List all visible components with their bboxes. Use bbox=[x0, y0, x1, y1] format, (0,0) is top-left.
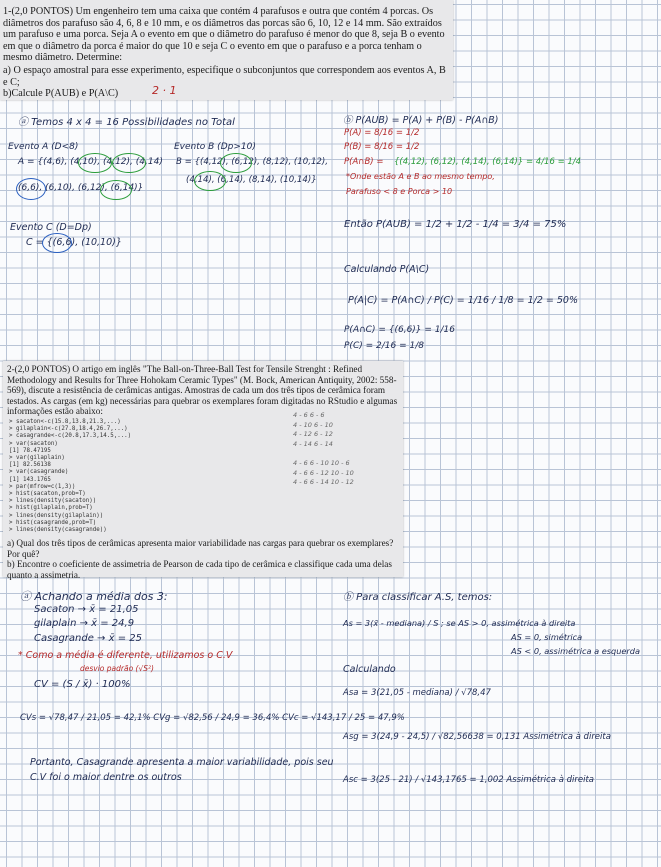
q2-std-note: desvio padrão (√S²) bbox=[80, 664, 154, 673]
scratch-line: 4 - 6 6 - 12 10 - 10 bbox=[293, 468, 354, 477]
circle-mark bbox=[42, 233, 72, 253]
scratch-line: 4 - 6 6 - 10 10 - 6 bbox=[293, 459, 350, 467]
console-line: > hist(gilaplain,prob=T) bbox=[9, 505, 93, 512]
q1-pab-label: P(A∩B) = bbox=[344, 157, 384, 167]
circle-mark bbox=[220, 153, 252, 173]
q1-calc-title: Calculando P(A\C) bbox=[344, 264, 430, 275]
circle-mark bbox=[16, 178, 46, 200]
q2-conclusion-1: Portanto, Casagrande apresenta a maior variabilidade, pois seu bbox=[30, 757, 334, 768]
q1-pa-given-c: P(A|C) = P(A∩C) / P(C) = 1/16 / 1/8 = 1/2 = 50% bbox=[348, 295, 578, 306]
q1-item-b-note: 2 · 1 bbox=[152, 84, 177, 97]
q1-set-a-1: A = {(4,6), (4,10), (4,12), (4,14) bbox=[18, 157, 163, 167]
q2-item-a: a) Qual dos três tipos de cerâmicas apresenta maior variabilidade nas cargas para quebrar os exemplares? Por quê? bbox=[7, 538, 394, 559]
q1-set-b-2: (4,14), (6,14), (8,14), (10,14)} bbox=[186, 175, 317, 185]
q2-cv-formula: CV = (S / x̄) · 100% bbox=[34, 679, 131, 690]
q1-item-a: a) O espaço amostral para esse experimento, especifique o subconjuntos que correspondem aos eventos A, B e C; bbox=[3, 65, 446, 88]
q2-conclusion-2: C.V foi o maior dentre os outros bbox=[30, 772, 182, 783]
q1-paub-result: Então P(AUB) = 1/2 + 1/2 - 1/4 = 3/4 = 75% bbox=[344, 219, 567, 230]
q2-item-b: b) Encontre o coeficiente de assimetria de Pearson de cada tipo de cerâmica e classifique cada uma delas quanto a assimetria. bbox=[7, 559, 392, 580]
q2-a-title: ⓐ Achando a média dos 3: bbox=[20, 590, 168, 603]
q1-pab-set: {(4,12), (6,12), (4,14), (6,14)} = 4/16 = 1/4 bbox=[394, 157, 582, 167]
q1-set-c: C = {(6,6), (10,10)} bbox=[26, 237, 122, 248]
q2-mean-gilaplain: gilaplain → x̄ = 24,9 bbox=[34, 618, 135, 629]
console-line: > sacaton<-c(15.8,13.8,21.3,...) bbox=[9, 419, 121, 425]
q1-set-b-1: B = {(4,12), (6,12), (8,12), (10,12), bbox=[176, 157, 328, 167]
console-line: > lines(density(casagrande)) bbox=[9, 527, 107, 534]
q1-statement: 1-(2,0 PONTOS) Um engenheiro tem uma caixa que contém 4 parafusos e outra que contém 4 porcas. Os diâmetros dos parafuso são 4, 6, 8 e 10 mm, e os diâmetros das porcas são 6, 10, 12 e 14 mm. São extraídos um parafuso e uma porca. Seja A o evento em que o diâmetro do parafuso é menor do que 8, seja B o evento em que o diâmetro da porca é maior do que 10 e seja C o evento em que o parafuso e a porca tenham o mesmo diâmetro. Determine: bbox=[3, 6, 445, 64]
q1-pb: P(B) = 8/16 = 1/2 bbox=[344, 142, 420, 152]
circle-mark bbox=[194, 171, 226, 191]
scratch-line: 4 - 10 6 - 10 bbox=[293, 420, 333, 429]
q2-as-casagrande: Asc = 3(25 - 21) / √143,1765 = 1,002 Assimétrica à direita bbox=[343, 775, 594, 785]
console-line: > var(gilaplain) bbox=[9, 455, 65, 462]
scratch-line: 4 - 14 6 - 14 bbox=[293, 439, 333, 448]
q1-event-a: Evento A (D<8) bbox=[8, 142, 79, 152]
q2-as-symmetric: AS = 0, simétrica bbox=[511, 632, 583, 642]
q1-item-b: b)Calcule P(AUB) e P(A\C) bbox=[3, 88, 119, 99]
console-line: > hist(casagrande,prob=T) bbox=[9, 519, 97, 526]
console-line: [1] 82.56138 bbox=[9, 462, 51, 469]
q2-as-sacaton: Asa = 3(21,05 - mediana) / √78,47 bbox=[343, 688, 491, 698]
circle-mark bbox=[100, 180, 132, 200]
scratch-notes bbox=[293, 411, 354, 488]
question-2-print bbox=[3, 361, 403, 580]
q2-cv-note: * Como a média é diferente, utilizamos o C.V bbox=[18, 650, 233, 661]
console-line: > lines(density(sacaton)) bbox=[9, 498, 97, 505]
q2-as-formula: As = 3(x̄ - mediana) / S ; se AS > 0, assimétrica à direita bbox=[343, 618, 576, 628]
q2-calc-title: Calculando bbox=[343, 664, 396, 675]
q1-set-a-2: (6,6), (6,10), (6,12), (6,14)} bbox=[18, 183, 144, 193]
q2-mean-sacaton: Sacaton → x̄ = 21,05 bbox=[34, 604, 139, 615]
console-line: > hist(sacaton,prob=T) bbox=[9, 491, 86, 498]
q1-pa: P(A) = 8/16 = 1/2 bbox=[344, 128, 420, 138]
console-line: > var(sacaton) bbox=[9, 440, 58, 447]
q1-pac: P(A∩C) = {(6,6)} = 1/16 bbox=[344, 325, 456, 335]
q1-a-title: ⓐ Temos 4 x 4 = 16 Possibilidades no Total bbox=[18, 117, 235, 128]
console-line: > par(mfrow=c(1,3)) bbox=[9, 483, 76, 490]
scratch-line: 4 - 6 6 - 6 bbox=[293, 411, 325, 419]
q2-as-left: AS < 0, assimétrica a esquerda bbox=[511, 646, 641, 656]
q2-as-gilaplain: Asg = 3(24,9 - 24,5) / √82,56638 = 0,131 Assimétrica à direita bbox=[343, 732, 611, 742]
rstudio-console bbox=[9, 419, 259, 534]
scratch-line: 4 - 12 6 - 12 bbox=[293, 430, 333, 438]
q1-event-b: Evento B (Dp>10) bbox=[174, 142, 256, 152]
console-line: [1] 78.47195 bbox=[9, 447, 51, 454]
console-line: > casagrande<-c(20.8,17.3,14.5,...) bbox=[9, 433, 132, 440]
q2-mean-casagrande: Casagrande → x̄ = 25 bbox=[34, 633, 142, 644]
circle-mark bbox=[78, 153, 112, 173]
q2-b-title: ⓑ Para classificar A.S, temos: bbox=[343, 592, 493, 603]
q1-pab-note: *Onde estão A e B ao mesmo tempo, bbox=[346, 172, 495, 181]
question-1-print bbox=[0, 0, 453, 100]
q1-pc: P(C) = 2/16 = 1/8 bbox=[344, 341, 424, 351]
scratch-line: 4 - 6 6 - 14 10 - 12 bbox=[293, 478, 354, 486]
console-line: > gilaplain<-c(27.8,18.4,26.7,...) bbox=[9, 426, 128, 433]
console-line: [1] 143.1765 bbox=[9, 476, 51, 483]
circle-mark bbox=[112, 153, 146, 173]
console-line: > var(casagrande) bbox=[9, 469, 69, 476]
console-line: > lines(density(gilaplain)) bbox=[9, 512, 104, 519]
q2-statement: 2-(2,0 PONTOS) O artigo em inglês "The Ball-on-Three-Ball Test for Tensile Strenght : Refined Methodology and Results for Three Hohokam Ceramic Types" (M. Bock, American Antiquity, 2002: 558-569), discute a resistência de cerâmicas antigas. Amostras de cada um dos três tipos de cerâmica foram testados. As cargas (em kg) necessárias para quebrar os exemplares foram digitadas no RStudio e algumas informações estão abaixo: bbox=[7, 364, 398, 417]
q1-pab-cond: Parafuso < 8 e Porca > 10 bbox=[346, 187, 453, 196]
q1-event-c: Evento C (D=Dp) bbox=[10, 222, 92, 233]
q2-cv-values: CVs = √78,47 / 21,05 = 42,1% CVg = √82,56 / 24,9 = 36,4% CVc = √143,17 / 25 = 47,9% bbox=[20, 713, 405, 723]
q1-b-formula: ⓑ P(AUB) = P(A) + P(B) - P(A∩B) bbox=[343, 115, 499, 126]
